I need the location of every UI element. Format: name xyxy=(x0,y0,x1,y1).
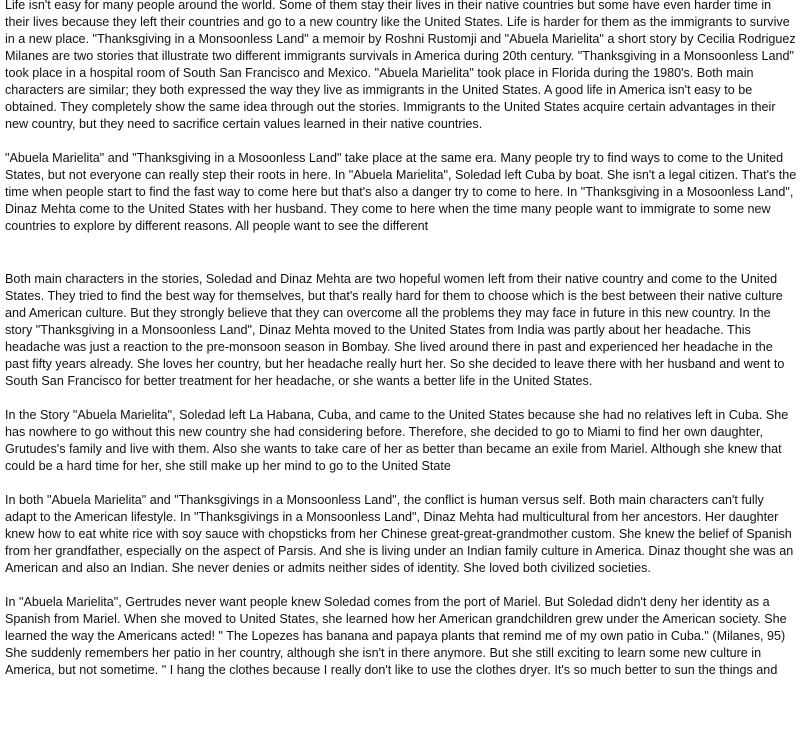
paragraph-6: In "Abuela Marielita", Gertrudes never want people knew Soledad comes from the port of Mariel. But Soledad didn't deny her identity as a Spanish from Mariel. When she moved to United States, she learned how her American grandchildren grew under the American society. She learned the way the Americans acted! " The Lopezes has banana and papaya plants that remind me of my own patio in Cuba." (Milanes, 95) She suddenly remembers her patio in her country, although she isn't in there anymore. But she still exciting to learn some new culture in America, but not sometime. " I hang the clothes because I really don't like to use the clothes dryer. It's so much better to sun the things and xyxy=(5,595,787,677)
paragraph-2: "Abuela Marielita" and "Thanksgiving in a Mosoonless Land" take place at the same era. Many people try to find ways to come to the United States, but not everyone can really step their roots in here. In "Abuela Marielita", Soledad left Cuba by boat. She isn't a legal citizen. That's the time when people start to find the fast way to come here but that's also a danger try to come to here. In "Thanksgiving in a Mosoonless Land", Dinaz Mehta come to the United States with her husband. They come to here when the time many people want to immigrate to some new countries to explore by different reasons. All people want to see the different xyxy=(5,151,797,233)
paragraph-1: Life isn't easy for many people around the world. Some of them stay their lives in their native countries but some have even harder time in their lives because they left their countries and go to a new country like the United States. Life is harder for them as the immigrants to survive in a new place. "Thanksgiving in a Monsoonless Land" a memoir by Roshni Rustomji and "Abuela Marielita" a short story by Cecilia Rodriguez Milanes are two stories that illustrate two different immigrants survivals in America during 20th century. "Thanksgiving in a Monsoonless Land" took place in a hospital room of South San Francisco and Mexico. "Abuela Marielita" took place in Florida during the 1980's. Both main characters are similar; they both expressed the way they live as immigrants in the United States. A good life in America isn't easy to be obtained. They completely show the same idea through out the stories. Immigrants to the United States acquire certain advantages in their new country, but they need to sacrifice certain values learned in their native countries. xyxy=(5,0,796,131)
essay-document xyxy=(5,0,797,679)
paragraph-4: In the Story "Abuela Marielita", Soledad left La Habana, Cuba, and came to the United States because she had no relatives left in Cuba. She has nowhere to go without this new country she had considering before. Therefore, she decided to go to Miami to find her own daughter, Grutudes's family and live with them. Also she wants to take care of her as better than became an exile from Mariel. Although she knew that could be a hard time for her, she still make up her mind to go to the United State xyxy=(5,408,789,473)
paragraph-3: Both main characters in the stories, Soledad and Dinaz Mehta are two hopeful women left from their native country and come to the United States. They tried to find the best way for themselves, but that's really hard for them to choose which is the best between their native culture and American culture. But they strongly believe that they can overcome all the problems they may face in future in this new country. In the story "Thanksgiving in a Monsoonless Land", Dinaz Mehta moved to the United States from India was partly about her headache. This headache was just a reaction to the pre-monsoon season in Bombay. She lived around there in past and experienced her headache in the past fifty years already. She loves her country, but her headache really hurt her. So she decided to leave there with her husband and went to South San Francisco for better treatment for her headache, or she wants a better life in the United States. xyxy=(5,272,785,388)
paragraph-5: In both "Abuela Marielita" and "Thanksgivings in a Monsoonless Land", the conflict is human versus self. Both main characters can't fully adapt to the American lifestyle. In "Thanksgivings in a Monsoonless Land", Dinaz Mehta had multicultural from her ancestors. Her daughter knew how to eat white rice with soy sauce with chopsticks from her Chinese great-great-grandmother custom. She knew the belief of Spanish from her grandfather, especially on the aspect of Parsis. And she is living under an Indian family culture in America. Dinaz thought she was an American and also an Indian. She never denies or admits neither sides of identity. She loved both civilized societies. xyxy=(5,493,794,575)
